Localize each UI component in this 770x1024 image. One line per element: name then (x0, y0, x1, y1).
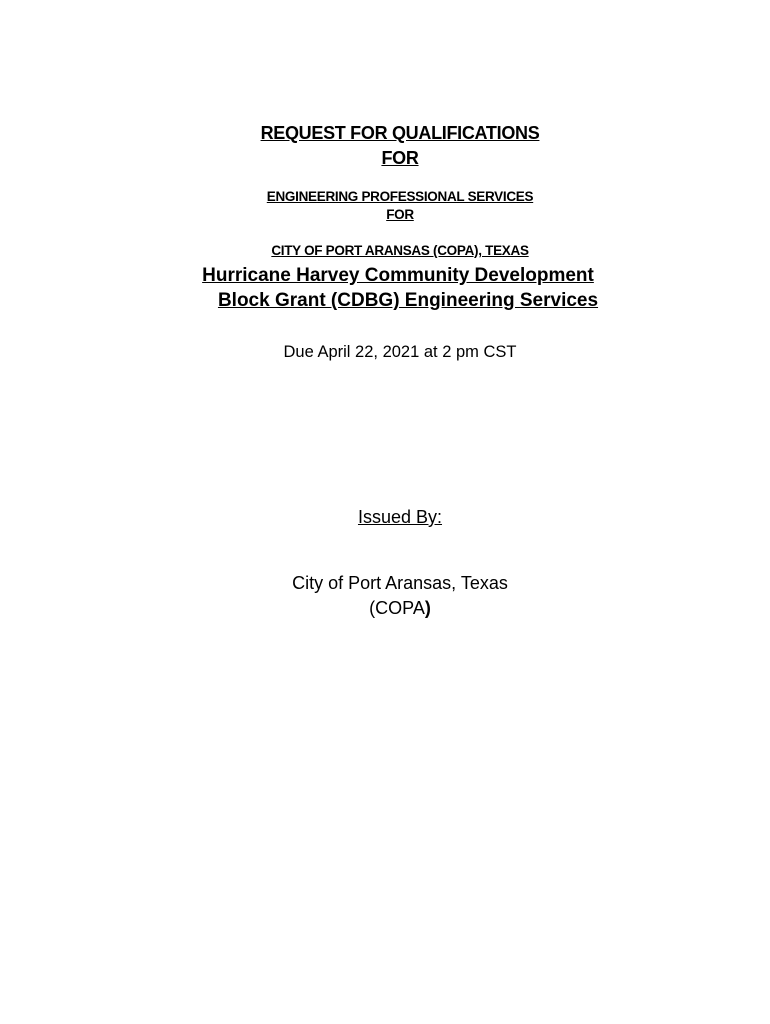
issuer-abbreviation-text: (COPA (369, 598, 425, 618)
issuer-abbreviation (0, 598, 770, 619)
document-title: REQUEST FOR QUALIFICATIONS (260, 123, 540, 143)
headline-line-2: Block Grant (CDBG) Engineering Services (217, 290, 599, 311)
due-date: Due April 22, 2021 at 2 pm CST (283, 343, 517, 361)
services-subtitle: ENGINEERING PROFESSIONAL SERVICES (266, 189, 534, 204)
headline-line-1: Hurricane Harvey Community Development (202, 265, 594, 286)
document-title-for: FOR (381, 148, 419, 168)
issuer-name: City of Port Aransas, Texas (292, 573, 508, 593)
issued-by-label: Issued By: (357, 507, 443, 527)
issuer-abbreviation-close: ) (424, 598, 431, 618)
city-line: CITY OF PORT ARANSAS (COPA), TEXAS (271, 243, 529, 258)
services-subtitle-for: FOR (386, 207, 414, 222)
